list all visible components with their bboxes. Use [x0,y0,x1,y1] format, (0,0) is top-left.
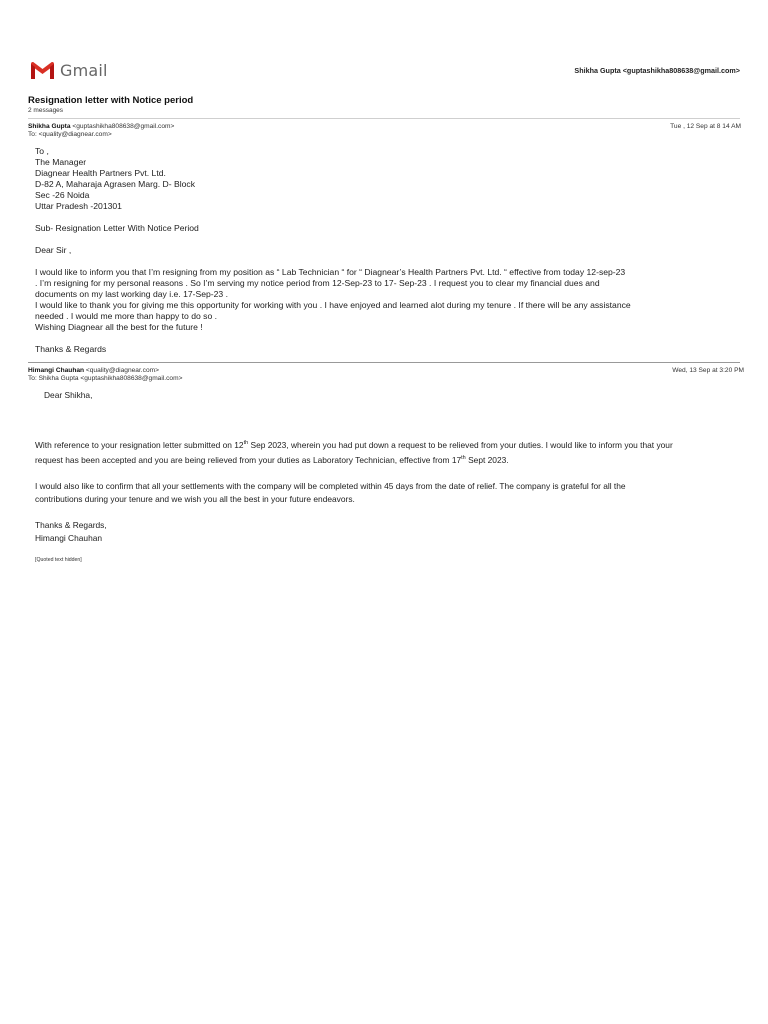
body-line: I would like to thank you for giving me this opportunity for working with you . I have enjoyed and learned alot during my tenure . If there will be any assistance [35,300,631,310]
message1-recipient: To: <quality@diagnear.com> [28,131,112,138]
body-line: Uttar Pradesh -201301 [35,201,122,211]
quoted-text-toggle[interactable]: [Quoted text hidden] [35,557,82,563]
body-line: Dear Sir , [35,245,72,255]
message2-recipient: To: Shikha Gupta <guptashikha808638@gmail.com> [28,375,183,382]
message2-greeting: Dear Shikha, [44,390,93,400]
body-line: D-82 A, Maharaja Agrasen Marg. D- Block [35,179,196,189]
body-line: documents on my last working day i.e. 17-Sep-23 . [35,289,228,299]
text: I would also like to confirm that all your settlements with the company will be completed within 45 days from the date of relief. The company is grateful for all the [35,481,626,491]
text: request has been accepted and you are being relieved from your duties as Laboratory Technician, effective from 17 [35,455,462,465]
message2-paragraph-2 [35,480,626,506]
closing: Thanks & Regards, [35,520,107,530]
message1-header [28,123,174,139]
message2-date: Wed, 13 Sep at 3:20 PM [672,367,744,374]
gmail-wordmark: Gmail [60,60,108,80]
message1-sender-email: <guptashikha808638@gmail.com> [72,123,175,130]
body-line: Sec -26 Noida [35,190,90,200]
message-count: 2 messages [28,107,64,114]
body-line: Diagnear Health Partners Pvt. Ltd. [35,168,166,178]
body-line: I would like to inform you that I’m resigning from my position as “ Lab Technician “ for “ Diagnear’s Health Partners Pvt. Ltd. “ effective from today 12-sep-23 [35,267,626,277]
message1-sender-name: Shikha Gupta [28,123,71,130]
message2-paragraph-1 [35,439,673,467]
divider [28,362,740,363]
divider [28,118,740,119]
text: Sept 2023. [465,455,509,465]
message2-sender-email: <quality@diagnear.com> [85,367,159,374]
gmail-m-icon [30,61,55,80]
signature: Himangi Chauhan [35,533,103,543]
body-line: needed . I would me more than happy to do so . [35,311,218,321]
message2-sender-name: Himangi Chauhan [28,367,85,374]
superscript: th [461,455,466,462]
gmail-logo [30,58,108,82]
message2-signoff [35,519,107,545]
body-line: Sub- Resignation Letter With Notice Period [35,223,199,233]
body-line: Wishing Diagnear all the best for the future ! [35,322,203,332]
text: contributions during your tenure and we wish you all the best in your future endeavors. [35,494,355,504]
superscript: th [243,440,249,447]
body-line: Thanks & Regards [35,344,107,354]
body-line: To , [35,146,49,156]
message1-date: Tue , 12 Sep at 8 14 AM [670,123,741,130]
thread-subject: Resignation letter with Notice period [28,95,194,106]
text: Sep 2023, wherein you had put down a request to be relieved from your duties. I would like to inform you that your [248,440,673,450]
body-line: The Manager [35,157,87,167]
message1-body [35,146,631,355]
message2-header [28,367,182,383]
body-line: . I’m resigning for my personal reasons . So I’m serving my notice period from 12-Sep-23 to 17- Sep-23 . I request you to clear my financial dues and [35,278,600,288]
account-label: Shikha Gupta <guptashikha808638@gmail.com> [574,66,740,75]
text: With reference to your resignation letter submitted on 12 [35,440,244,450]
